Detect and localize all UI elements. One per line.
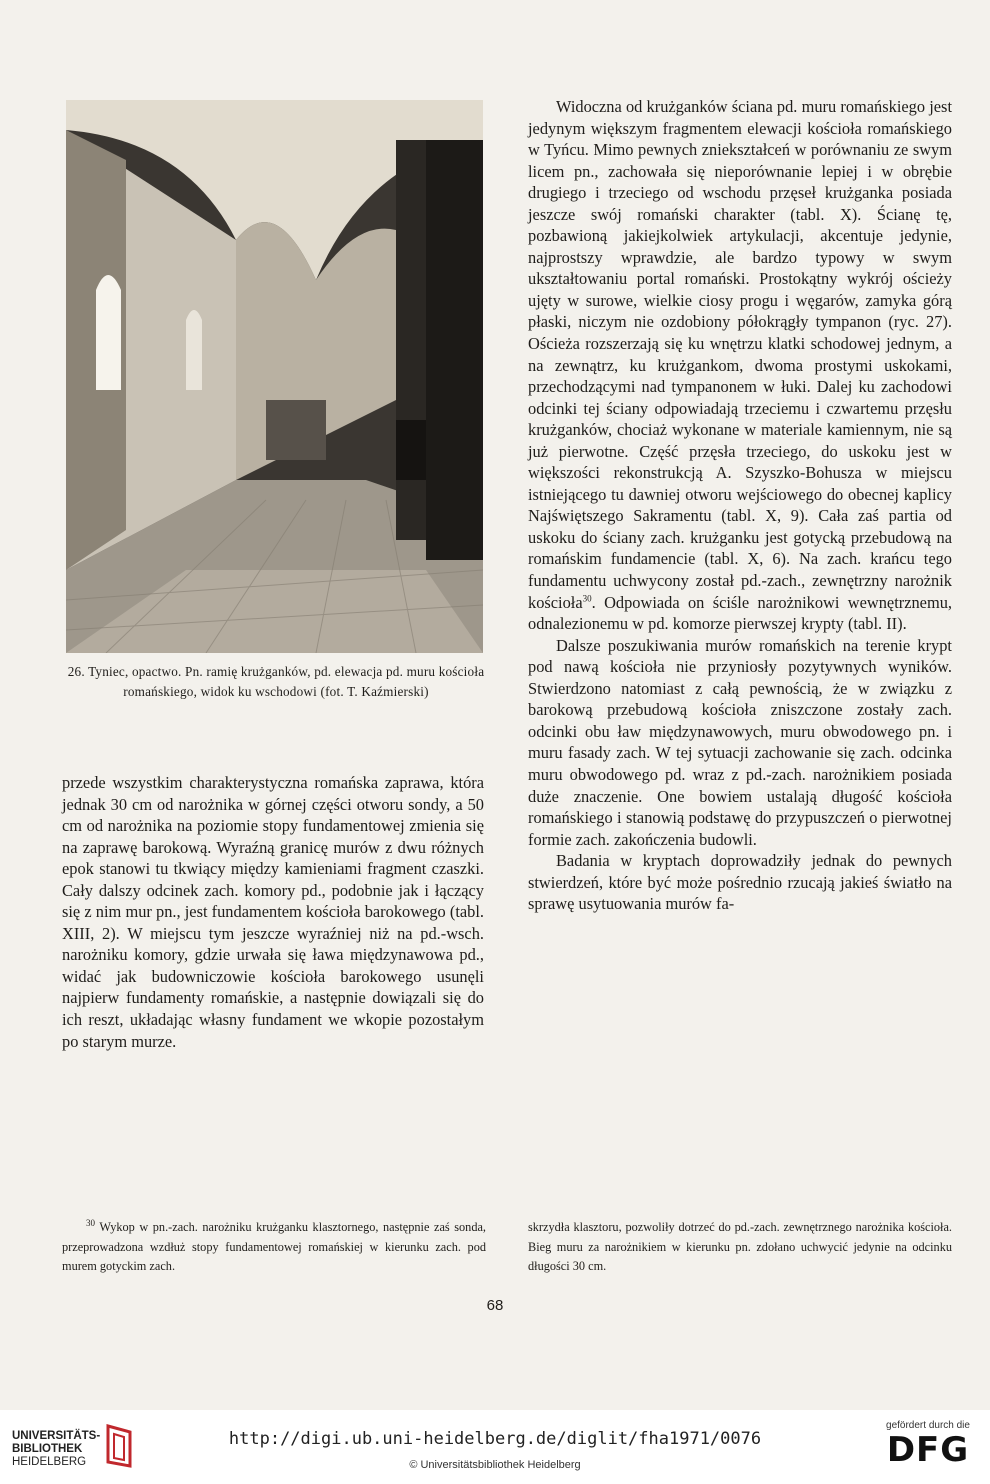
- library-line-2: BIBLIOTHEK: [12, 1443, 83, 1455]
- dfg-block: [878, 1420, 978, 1469]
- copyright-notice: © Universitätsbibliothek Heidelberg: [409, 1459, 581, 1471]
- footnote-number: 30: [86, 1217, 95, 1228]
- figure-caption: 26. Tyniec, opactwo. Pn. ramię krużganków, pd. elewacja pd. muru kościoła romańskiego, widok ku wschodowi (fot. T. Kaźmierski): [67, 664, 485, 699]
- footnote-right: [528, 1218, 952, 1277]
- permalink-url[interactable]: http://digi.ub.uni-heidelberg.de/diglit/fha1971/0076: [228, 1429, 762, 1449]
- footnote-left: [62, 1218, 486, 1277]
- library-line-1: UNIVERSITÄTS-: [12, 1430, 101, 1442]
- right-paragraph-1: [528, 96, 952, 635]
- page-number: 68: [486, 1297, 504, 1314]
- left-text-column: [62, 772, 484, 1052]
- footnote-text-right: skrzydła klasztoru, pozwoliły dotrzeć do pd.-zach. zewnętrznego narożnika kościoła. Bieg muru za narożnikiem w kierunku pn. zdołano uchwycić jedynie na odcinku długości 30 cm.: [528, 1220, 952, 1274]
- cloister-photograph: [66, 100, 483, 653]
- cloister-photo-illustration: [66, 100, 483, 653]
- footnote-text-left: Wykop w pn.-zach. narożniku krużganku klasztornego, następnie zaś sonda, przeprowadzona wzdłuż stopy fundamentowej romańskiej w kierunku zach. pod murem gotyckim zach.: [62, 1220, 486, 1274]
- right-paragraph-2: Dalsze poszukiwania murów romańskich na terenie krypt pod nawą kościoła nie przyniosły pozytywnych wyników. Stwierdzono natomiast z całą pewnością, że w związku z barokową przebudową kościoła zniszczone zostały zach. odcinki obu ław międzynawowych, muru obwodowego pn. i muru fasady zach. W tej sytuacji zachowanie się zach. odcinka muru obwodowego pd. wraz z pd.-zach. narożnikiem posiada duże znaczenie. One bowiem ustalają długość kościoła romańskiego i stanowią podstawę do przypuszczeń o pierwotnej formie zach. zakończenia budowli.: [528, 635, 952, 849]
- right-paragraph-1-part-1: Widoczna od krużganków ściana pd. muru romańskiego jest jedynym większym fragmentem elewacji kościoła romańskiego w Tyńcu. Mimo pewnych zniekształceń w porównaniu ze swym licem pn., zachowała się nieporównanie lepiej i w obrębie drugiego i trzeciego od wschodu przęseł krużganka posiada jeszcze swój romański charakter (tabl. X). Ścianę tę, pozbawioną jakiejkolwiek artykulacji, akcentuje jedynie, najprostszy wprawdzie, ale bardzo typowy w swym ukształtowaniu portal romański. Prostokątny wykrój ościeży ujęty w surowe, wielkie ciosy progu i węgarów, zamyka górą płaski, niczym nie ozdobiony półokrągły tympanon (ryc. 27). Ościeża rozszerzają się ku wnętrzu klatki schodowej jednym, a na zewnątrz, ku krużgankom, dwoma prostymi uskokami, przechodzącymi nad tympanonem w łuki. Dalej ku zachodowi odcinki tej ściany odpowiadają trzeciemu i czwartemu przęsłu krużganków, chociaż wykonane w materiale kamiennym, nie są już pierwotne. Część przęsła trzeciego, do uskoku jest w większości rekonstrukcją A. Szyszko-Bohusza w miejscu istniejącego tu dawniej otworu wejściowego do obecnej kaplicy Najświętszego Sakramentu (tabl. X, 9). Cała zaś partia od uskoku do ściany zach. krużganku jest gotycką przebudową na romańskim fundamencie (tabl. X, 6). Na zach. krańcu tego fundamentu uchwycony został pd.-zach., zewnętrzny narożnik kościoła: [528, 97, 952, 612]
- library-line-3: HEIDELBERG: [12, 1456, 87, 1468]
- footnote-reference[interactable]: 30: [582, 593, 592, 604]
- footer-bar: [0, 1410, 990, 1484]
- right-paragraph-3: Badania w kryptach doprowadziły jednak do pewnych stwierdzeń, które być może pośrednio rzucają jakieś światło na sprawę usytuowania murów fa-: [528, 851, 952, 914]
- dfg-logo: DFG: [886, 1430, 970, 1470]
- right-text-column: [528, 96, 952, 915]
- right-paragraph-1-part-2: . Odpowiada on ściśle narożnikowi wewnętrznemu, odnalezionemu w pd. komorze pierwszej krypty (tabl. II).: [528, 592, 952, 634]
- left-paragraph: przede wszystkim charakterystyczna romańska zaprawa, która jednak 30 cm od narożnika w górnej części otworu sondy, a 50 cm od narożnika na poziomie stopy fundamentowej zmienia się na zaprawę barokową. Wyraźną granicę murów z dwu różnych epok stanowi tu tkwiący między kamieniami fragment czaszki. Cały dalszy odcinek zach. komory pd., podobnie jak i łączący się z nim mur pn., jest fundamentem kościoła barokowego (tabl. XIII, 2). W miejscu tym jeszcze wyraźniej niż na pd.-wsch. narożniku komory, gdzie urwała się ława międzynawowa pd., widać jak budowniczowie kościoła barokowego usunęli najpierw fundamenty romańskie, a następnie dowiązali się do ich reszt, układając własny fundament we wkopie pozostałym po starym murze.: [62, 773, 484, 1051]
- dfg-label: gefördert durch die: [886, 1420, 970, 1431]
